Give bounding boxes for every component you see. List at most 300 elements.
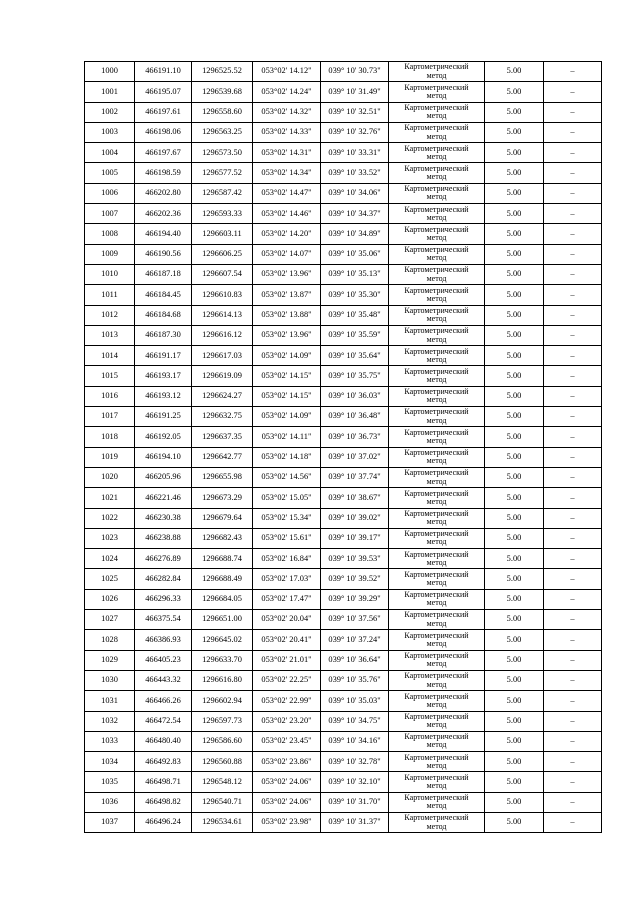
x-coordinate-cell: 466480.40 [135,731,192,751]
x-coordinate-cell: 466205.96 [135,467,192,487]
method-text: метод [426,233,447,243]
note-cell: – [544,224,602,244]
note-cell: – [544,610,602,630]
table-row [85,427,602,447]
method-cell [389,224,485,244]
x-coordinate-cell: 466184.68 [135,305,192,325]
x-coordinate-cell: 466375.54 [135,610,192,630]
note-cell: – [544,711,602,731]
note-cell: – [544,569,602,589]
precision-cell: 5.00 [485,386,544,406]
method-text: Картометрический [404,366,469,376]
note-cell: – [544,670,602,690]
precision-cell: 5.00 [485,305,544,325]
longitude-cell: 039° 10' 35.64" [321,346,389,366]
method-cell [389,467,485,487]
y-coordinate-cell: 1296597.73 [192,711,253,731]
y-coordinate-cell: 1296616.12 [192,325,253,345]
note-cell: – [544,427,602,447]
method-text: Картометрический [404,103,469,113]
point-number-cell: 1000 [85,62,135,82]
precision-cell: 5.00 [485,163,544,183]
table-row [85,589,602,609]
table-row [85,467,602,487]
table-row [85,122,602,142]
point-number-cell: 1036 [85,792,135,812]
y-coordinate-cell: 1296607.54 [192,264,253,284]
method-text: метод [426,517,447,527]
latitude-cell: 053°02' 22.25" [253,670,321,690]
method-cell [389,610,485,630]
method-text: метод [426,273,447,283]
latitude-cell: 053°02' 13.87" [253,285,321,305]
latitude-cell: 053°02' 14.46" [253,204,321,224]
longitude-cell: 039° 10' 36.03" [321,386,389,406]
x-coordinate-cell: 466198.59 [135,163,192,183]
precision-cell: 5.00 [485,183,544,203]
method-cell [389,366,485,386]
longitude-cell: 039° 10' 33.52" [321,163,389,183]
method-text: метод [426,578,447,588]
longitude-cell: 039° 10' 34.37" [321,204,389,224]
method-cell [389,407,485,427]
method-text: метод [426,151,447,161]
longitude-cell: 039° 10' 33.31" [321,143,389,163]
point-number-cell: 1035 [85,772,135,792]
method-text: Картометрический [404,508,469,518]
precision-cell: 5.00 [485,346,544,366]
longitude-cell: 039° 10' 35.03" [321,691,389,711]
method-text: Картометрический [404,143,469,153]
method-text: Картометрический [404,671,469,681]
method-text: Картометрический [404,651,469,661]
y-coordinate-cell: 1296577.52 [192,163,253,183]
longitude-cell: 039° 10' 38.67" [321,488,389,508]
point-number-cell: 1026 [85,589,135,609]
method-text: метод [426,638,447,648]
method-text: метод [426,435,447,445]
precision-cell: 5.00 [485,204,544,224]
y-coordinate-cell: 1296637.35 [192,427,253,447]
point-number-cell: 1019 [85,447,135,467]
precision-cell: 5.00 [485,589,544,609]
point-number-cell: 1001 [85,82,135,102]
x-coordinate-cell: 466238.88 [135,528,192,548]
latitude-cell: 053°02' 20.04" [253,610,321,630]
longitude-cell: 039° 10' 39.17" [321,528,389,548]
table-row [85,731,602,751]
longitude-cell: 039° 10' 34.16" [321,731,389,751]
method-text: метод [426,496,447,506]
method-text: метод [426,740,447,750]
x-coordinate-cell: 466443.32 [135,670,192,690]
longitude-cell: 039° 10' 32.76" [321,122,389,142]
precision-cell: 5.00 [485,325,544,345]
precision-cell: 5.00 [485,102,544,122]
method-text: метод [426,415,447,425]
method-text: метод [426,598,447,608]
table-row [85,325,602,345]
method-text: Картометрический [404,468,469,478]
x-coordinate-cell: 466184.45 [135,285,192,305]
precision-cell: 5.00 [485,427,544,447]
latitude-cell: 053°02' 13.96" [253,264,321,284]
method-text: Картометрический [404,711,469,721]
note-cell: – [544,691,602,711]
method-text: Картометрический [404,184,469,194]
latitude-cell: 053°02' 24.06" [253,772,321,792]
y-coordinate-cell: 1296624.27 [192,386,253,406]
y-coordinate-cell: 1296614.13 [192,305,253,325]
precision-cell: 5.00 [485,630,544,650]
point-number-cell: 1032 [85,711,135,731]
note-cell: – [544,772,602,792]
table-row [85,285,602,305]
method-text: метод [426,131,447,141]
y-coordinate-cell: 1296586.60 [192,731,253,751]
x-coordinate-cell: 466405.23 [135,650,192,670]
note-cell: – [544,62,602,82]
method-cell [389,670,485,690]
method-cell [389,488,485,508]
x-coordinate-cell: 466193.17 [135,366,192,386]
note-cell: – [544,447,602,467]
method-text: метод [426,456,447,466]
x-coordinate-cell: 466191.25 [135,407,192,427]
method-text: Картометрический [404,427,469,437]
note-cell: – [544,386,602,406]
method-text: Картометрический [404,448,469,458]
precision-cell: 5.00 [485,264,544,284]
method-cell [389,346,485,366]
method-cell [389,386,485,406]
x-coordinate-cell: 466197.67 [135,143,192,163]
point-number-cell: 1029 [85,650,135,670]
point-number-cell: 1016 [85,386,135,406]
method-text: Картометрический [404,732,469,742]
method-text: метод [426,659,447,669]
point-number-cell: 1037 [85,812,135,832]
x-coordinate-cell: 466492.83 [135,752,192,772]
x-coordinate-cell: 466296.33 [135,589,192,609]
precision-cell: 5.00 [485,122,544,142]
point-number-cell: 1033 [85,731,135,751]
note-cell: – [544,204,602,224]
method-cell [389,325,485,345]
precision-cell: 5.00 [485,82,544,102]
longitude-cell: 039° 10' 39.02" [321,508,389,528]
method-text: метод [426,90,447,100]
method-cell [389,528,485,548]
latitude-cell: 053°02' 21.01" [253,650,321,670]
x-coordinate-cell: 466191.10 [135,62,192,82]
note-cell: – [544,528,602,548]
note-cell: – [544,102,602,122]
x-coordinate-cell: 466192.05 [135,427,192,447]
point-number-cell: 1030 [85,670,135,690]
y-coordinate-cell: 1296603.11 [192,224,253,244]
method-cell [389,792,485,812]
method-text: Картометрический [404,529,469,539]
table-row [85,82,602,102]
point-number-cell: 1027 [85,610,135,630]
precision-cell: 5.00 [485,772,544,792]
note-cell: – [544,630,602,650]
method-text: метод [426,395,447,405]
point-number-cell: 1022 [85,508,135,528]
note-cell: – [544,122,602,142]
latitude-cell: 053°02' 14.20" [253,224,321,244]
method-text: метод [426,253,447,263]
method-text: Картометрический [404,549,469,559]
latitude-cell: 053°02' 16.84" [253,549,321,569]
precision-cell: 5.00 [485,224,544,244]
method-cell [389,163,485,183]
point-number-cell: 1006 [85,183,135,203]
y-coordinate-cell: 1296684.05 [192,589,253,609]
method-text: метод [426,679,447,689]
table-row [85,224,602,244]
point-number-cell: 1021 [85,488,135,508]
point-number-cell: 1024 [85,549,135,569]
longitude-cell: 039° 10' 32.10" [321,772,389,792]
method-text: Картометрический [404,306,469,315]
y-coordinate-cell: 1296632.75 [192,407,253,427]
longitude-cell: 039° 10' 35.76" [321,670,389,690]
latitude-cell: 053°02' 14.07" [253,244,321,264]
point-number-cell: 1005 [85,163,135,183]
x-coordinate-cell: 466193.12 [135,386,192,406]
method-cell [389,447,485,467]
table-row [85,650,602,670]
table-row [85,711,602,731]
note-cell: – [544,285,602,305]
method-cell [389,102,485,122]
x-coordinate-cell: 466191.17 [135,346,192,366]
method-text: Картометрический [404,204,469,214]
y-coordinate-cell: 1296525.52 [192,62,253,82]
y-coordinate-cell: 1296679.64 [192,508,253,528]
y-coordinate-cell: 1296688.74 [192,549,253,569]
x-coordinate-cell: 466194.10 [135,447,192,467]
method-text: Картометрический [404,569,469,579]
longitude-cell: 039° 10' 36.73" [321,427,389,447]
method-text: Картометрический [404,407,469,417]
point-number-cell: 1014 [85,346,135,366]
y-coordinate-cell: 1296539.68 [192,82,253,102]
point-number-cell: 1031 [85,691,135,711]
latitude-cell: 053°02' 24.06" [253,792,321,812]
precision-cell: 5.00 [485,670,544,690]
note-cell: – [544,549,602,569]
precision-cell: 5.00 [485,447,544,467]
table-row [85,670,602,690]
method-text: метод [426,334,447,344]
precision-cell: 5.00 [485,610,544,630]
point-number-cell: 1010 [85,264,135,284]
method-cell [389,549,485,569]
longitude-cell: 039° 10' 31.37" [321,812,389,832]
method-text: метод [426,760,447,770]
latitude-cell: 053°02' 23.20" [253,711,321,731]
point-number-cell: 1002 [85,102,135,122]
table-row [85,183,602,203]
y-coordinate-cell: 1296602.94 [192,691,253,711]
method-cell [389,731,485,751]
y-coordinate-cell: 1296540.71 [192,792,253,812]
y-coordinate-cell: 1296651.00 [192,610,253,630]
longitude-cell: 039° 10' 35.13" [321,264,389,284]
method-cell [389,183,485,203]
longitude-cell: 039° 10' 35.30" [321,285,389,305]
table-row [85,366,602,386]
latitude-cell: 053°02' 15.05" [253,488,321,508]
latitude-cell: 053°02' 23.45" [253,731,321,751]
longitude-cell: 039° 10' 30.73" [321,62,389,82]
precision-cell: 5.00 [485,407,544,427]
y-coordinate-cell: 1296682.43 [192,528,253,548]
precision-cell: 5.00 [485,812,544,832]
y-coordinate-cell: 1296645.02 [192,630,253,650]
y-coordinate-cell: 1296617.03 [192,346,253,366]
method-cell [389,650,485,670]
latitude-cell: 053°02' 23.98" [253,812,321,832]
latitude-cell: 053°02' 13.96" [253,325,321,345]
latitude-cell: 053°02' 14.11" [253,427,321,447]
longitude-cell: 039° 10' 39.52" [321,569,389,589]
table-row [85,244,602,264]
latitude-cell: 053°02' 13.88" [253,305,321,325]
method-cell [389,691,485,711]
note-cell: – [544,792,602,812]
note-cell: – [544,407,602,427]
latitude-cell: 053°02' 14.24" [253,82,321,102]
note-cell: – [544,508,602,528]
note-cell: – [544,183,602,203]
latitude-cell: 053°02' 14.09" [253,346,321,366]
point-number-cell: 1018 [85,427,135,447]
point-number-cell: 1009 [85,244,135,264]
note-cell: – [544,650,602,670]
longitude-cell: 039° 10' 34.06" [321,183,389,203]
precision-cell: 5.00 [485,508,544,528]
longitude-cell: 039° 10' 39.29" [321,589,389,609]
method-cell [389,244,485,264]
x-coordinate-cell: 466230.38 [135,508,192,528]
y-coordinate-cell: 1296688.49 [192,569,253,589]
x-coordinate-cell: 466195.07 [135,82,192,102]
x-coordinate-cell: 466187.18 [135,264,192,284]
latitude-cell: 053°02' 14.32" [253,102,321,122]
longitude-cell: 039° 10' 35.59" [321,325,389,345]
note-cell: – [544,325,602,345]
longitude-cell: 039° 10' 35.75" [321,366,389,386]
latitude-cell: 053°02' 14.33" [253,122,321,142]
method-text: метод [426,354,447,364]
method-text: Картометрический [404,630,469,640]
x-coordinate-cell: 466187.30 [135,325,192,345]
method-text: Картометрический [404,62,469,72]
longitude-cell: 039° 10' 35.48" [321,305,389,325]
point-number-cell: 1004 [85,143,135,163]
method-text: Картометрический [404,224,469,234]
longitude-cell: 039° 10' 34.75" [321,711,389,731]
y-coordinate-cell: 1296633.70 [192,650,253,670]
table-row [85,812,602,832]
note-cell: – [544,731,602,751]
method-text: Картометрический [404,285,469,295]
longitude-cell: 039° 10' 37.74" [321,467,389,487]
method-text: метод [426,293,447,303]
table-row [85,447,602,467]
point-number-cell: 1020 [85,467,135,487]
table-row [85,549,602,569]
table-row [85,204,602,224]
x-coordinate-cell: 466496.24 [135,812,192,832]
point-number-cell: 1003 [85,122,135,142]
table-row [85,102,602,122]
latitude-cell: 053°02' 15.61" [253,528,321,548]
method-cell [389,711,485,731]
x-coordinate-cell: 466466.26 [135,691,192,711]
table-row [85,264,602,284]
method-text: метод [426,537,447,547]
precision-cell: 5.00 [485,731,544,751]
method-cell [389,204,485,224]
note-cell: – [544,244,602,264]
precision-cell: 5.00 [485,366,544,386]
x-coordinate-cell: 466190.56 [135,244,192,264]
latitude-cell: 053°02' 14.15" [253,386,321,406]
longitude-cell: 039° 10' 32.78" [321,752,389,772]
latitude-cell: 053°02' 14.15" [253,366,321,386]
y-coordinate-cell: 1296619.09 [192,366,253,386]
latitude-cell: 053°02' 14.12" [253,62,321,82]
x-coordinate-cell: 466202.80 [135,183,192,203]
method-cell [389,427,485,447]
table-row [85,792,602,812]
note-cell: – [544,264,602,284]
method-text: Картометрический [404,813,469,823]
longitude-cell: 039° 10' 36.48" [321,407,389,427]
table-row [85,62,602,82]
x-coordinate-cell: 466197.61 [135,102,192,122]
latitude-cell: 053°02' 15.34" [253,508,321,528]
y-coordinate-cell: 1296606.25 [192,244,253,264]
precision-cell: 5.00 [485,691,544,711]
y-coordinate-cell: 1296558.60 [192,102,253,122]
method-text: Картометрический [404,346,469,356]
method-text: метод [426,720,447,730]
table-row [85,143,602,163]
table-row [85,569,602,589]
precision-cell: 5.00 [485,711,544,731]
x-coordinate-cell: 466198.06 [135,122,192,142]
precision-cell: 5.00 [485,488,544,508]
x-coordinate-cell: 466276.89 [135,549,192,569]
method-text: метод [426,801,447,811]
note-cell: – [544,488,602,508]
table-row [85,488,602,508]
method-text: Картометрический [404,793,469,803]
latitude-cell: 053°02' 14.47" [253,183,321,203]
precision-cell: 5.00 [485,528,544,548]
x-coordinate-cell: 466282.84 [135,569,192,589]
table-row [85,407,602,427]
method-text: Картометрический [404,265,469,275]
method-cell [389,569,485,589]
latitude-cell: 053°02' 17.47" [253,589,321,609]
